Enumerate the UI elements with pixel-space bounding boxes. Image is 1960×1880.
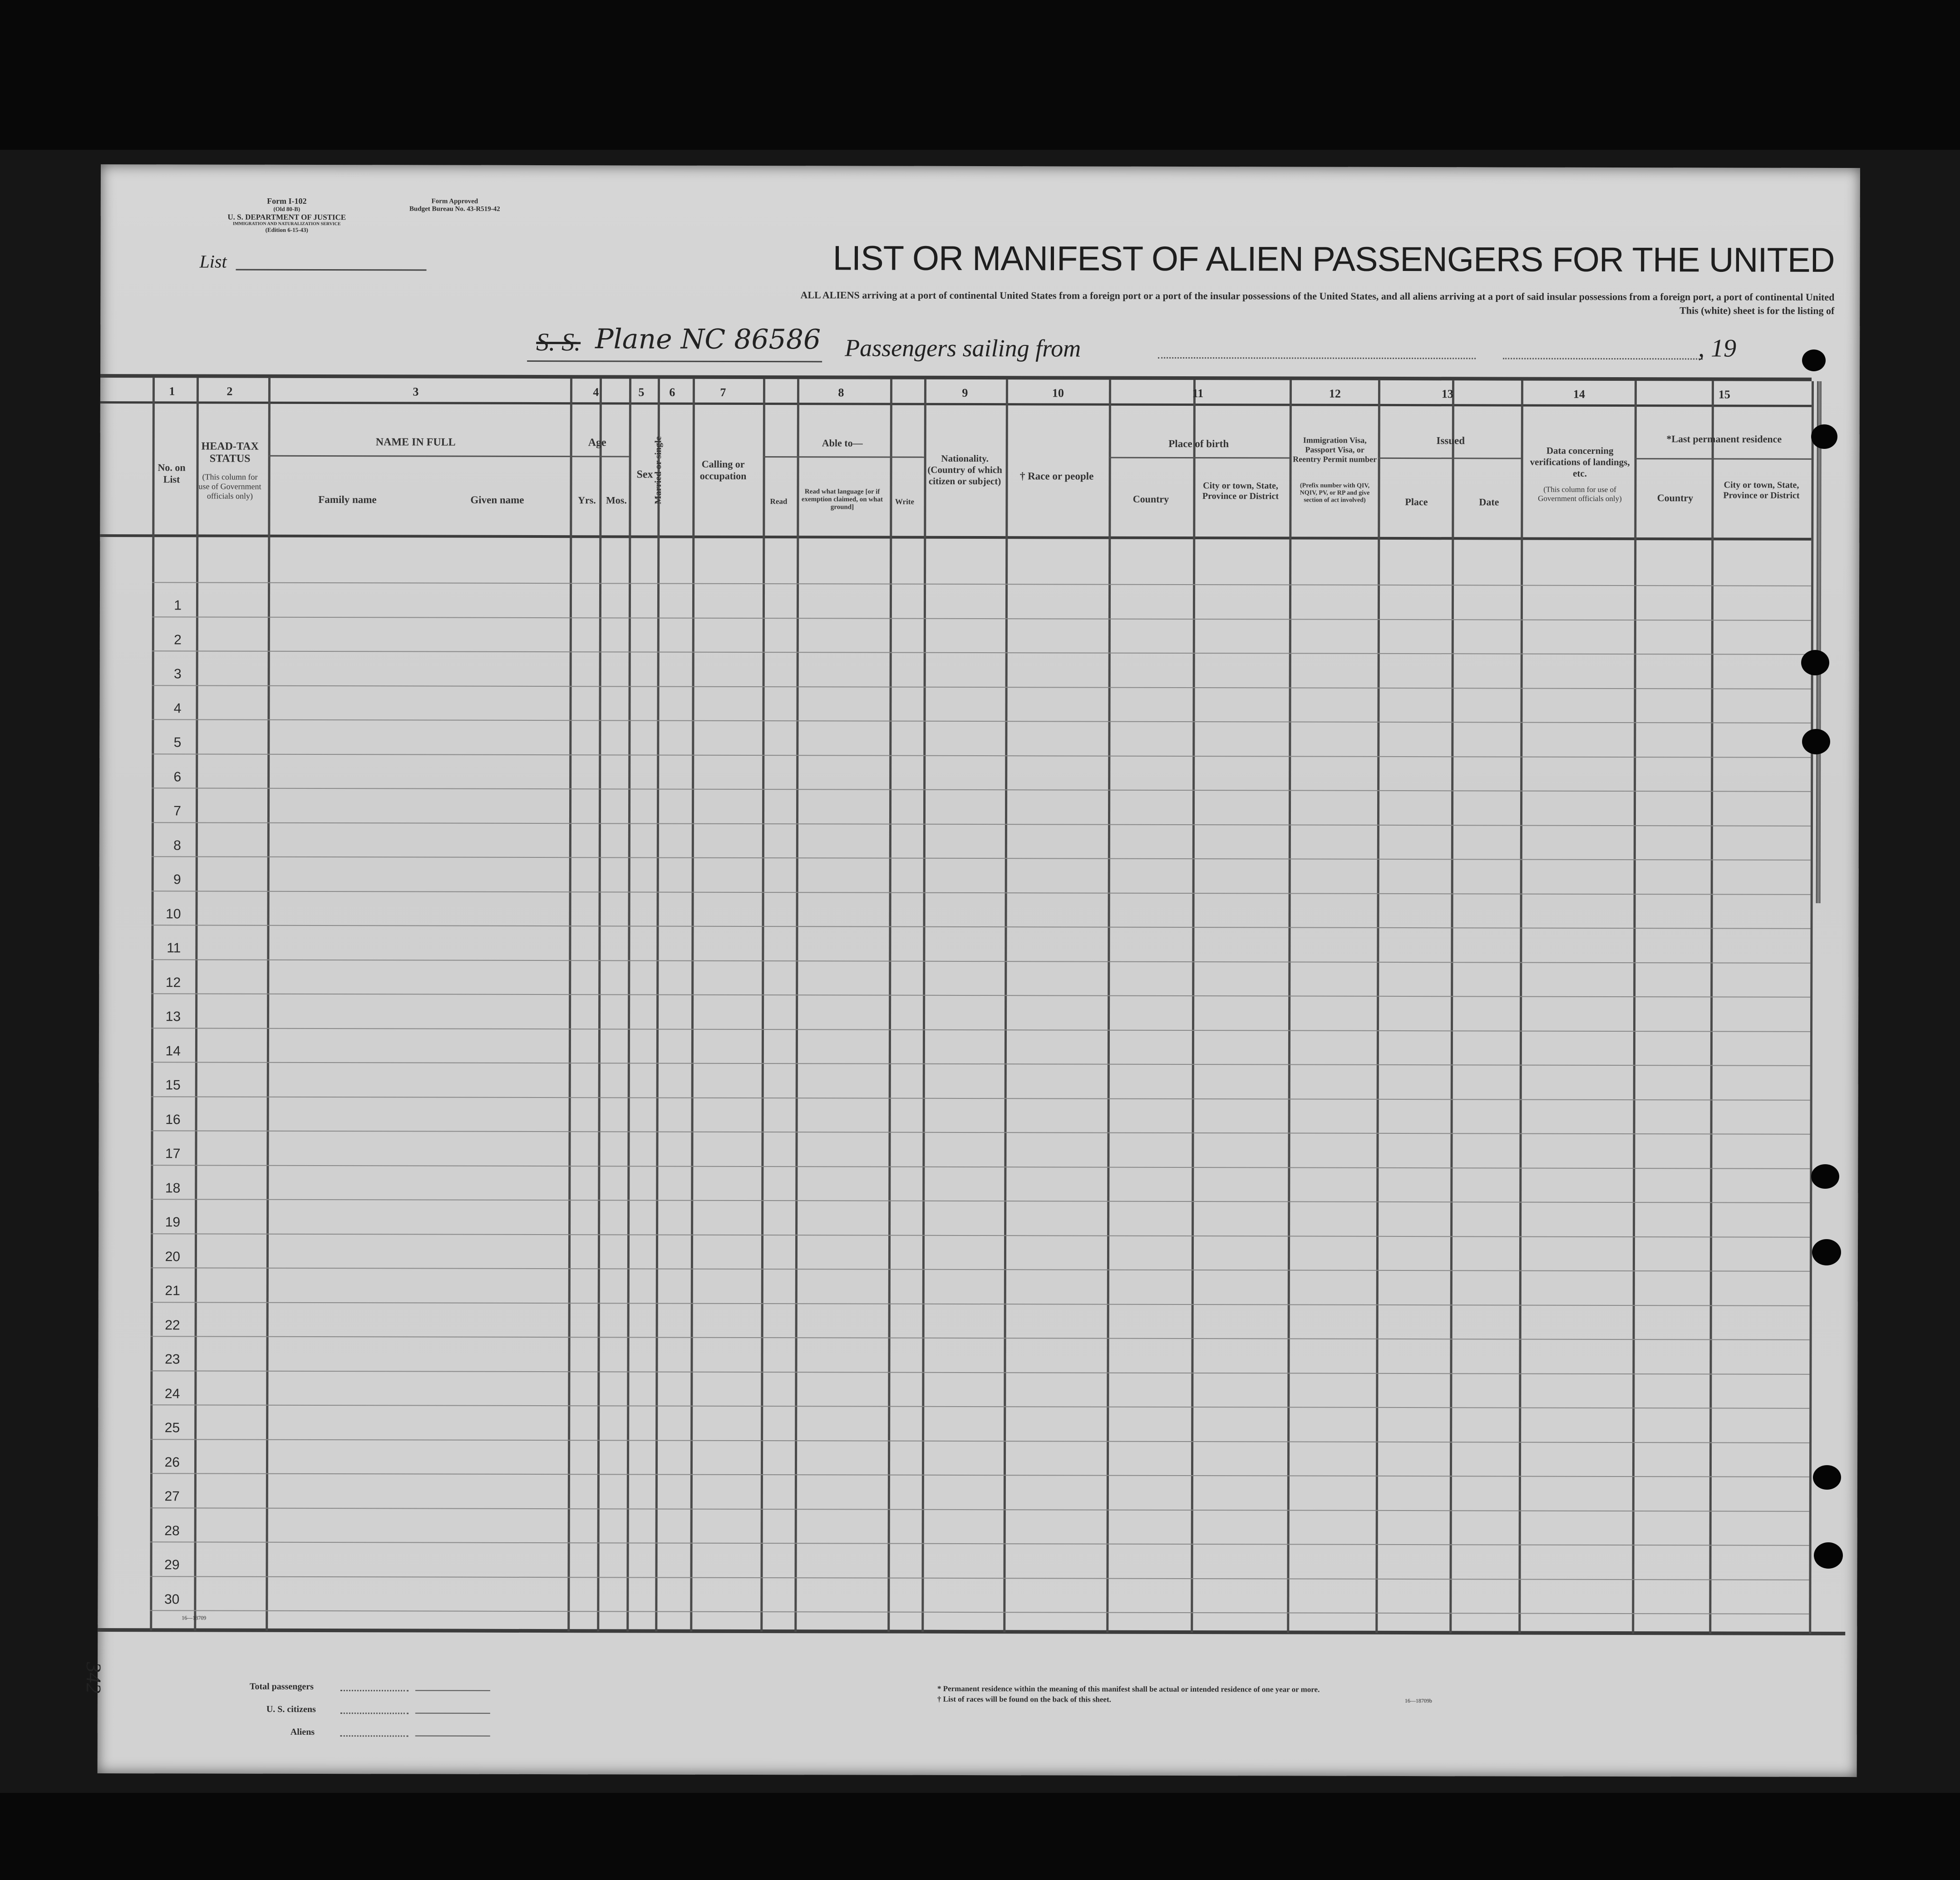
column-divider — [1632, 381, 1637, 1634]
head-no-on-list: No. on List — [158, 462, 186, 485]
footnote-code: 16—18709b — [1404, 1698, 1432, 1704]
head-issued-place: Place — [1405, 496, 1428, 508]
row-divider — [151, 993, 1810, 998]
punch-hole-1 — [1802, 349, 1826, 371]
colnum-9: 9 — [962, 386, 968, 400]
list-number-field[interactable] — [236, 269, 427, 271]
column-divider — [567, 379, 572, 1631]
colnum-4: 4 — [593, 385, 599, 399]
head-last-residence: *Last permanent residence — [1666, 433, 1782, 445]
head-able-to: Able to— — [822, 437, 863, 449]
column-divider — [887, 379, 892, 1632]
form-edition: (Edition 6-15-43) — [265, 226, 308, 233]
colnum-10: 10 — [1052, 386, 1064, 400]
column-divider — [690, 379, 695, 1632]
sailing-from-label: Passengers sailing from — [845, 334, 1081, 362]
row-divider — [152, 650, 1811, 655]
column-divider — [1709, 381, 1714, 1634]
table-top-rule — [100, 374, 1812, 381]
row-number: 24 — [164, 1386, 180, 1401]
aliens-field[interactable] — [415, 1735, 490, 1736]
punch-hole-5 — [1811, 1164, 1839, 1189]
head-write: Write — [895, 497, 915, 506]
column-divider — [1003, 379, 1008, 1632]
column-divider — [1449, 380, 1454, 1633]
head-given-name: Given name — [470, 494, 524, 506]
row-divider — [152, 891, 1811, 895]
row-number: 8 — [173, 837, 181, 853]
column-divider — [1287, 380, 1292, 1633]
row-divider — [152, 616, 1811, 621]
head-landing: Data concerning verifications of landings, etc. — [1530, 445, 1630, 479]
footnote-races: † List of races will be found on the back of this sheet. — [937, 1694, 1111, 1704]
form-approval — [387, 197, 523, 213]
form-old-number: (Old 80-B) — [273, 205, 300, 212]
scan-border-top — [0, 0, 1960, 150]
row-number: 11 — [167, 940, 181, 956]
punch-hole-7 — [1813, 1465, 1841, 1490]
column-divider — [597, 379, 602, 1631]
row-divider — [151, 1062, 1810, 1066]
head-family-name: Family name — [318, 494, 377, 506]
manifest-sheet — [82, 164, 1860, 1777]
row-number: 12 — [165, 974, 181, 990]
head-landing-note: (This column for use of Government officials only) — [1538, 485, 1622, 503]
row-number: 22 — [165, 1317, 180, 1333]
head-name-in-full: NAME IN FULL — [375, 436, 456, 448]
total-passengers-field[interactable] — [415, 1690, 490, 1691]
table-bottom-rule — [98, 1628, 1845, 1635]
row-number: 10 — [166, 906, 181, 921]
head-issued-date: Date — [1479, 496, 1499, 508]
head-read-language: Read what language [or if exemption claimed, on what ground] — [801, 488, 883, 511]
punch-hole-8 — [1814, 1542, 1843, 1569]
row-divider — [150, 1473, 1809, 1477]
total-passengers-label: Total passengers — [249, 1681, 314, 1692]
year-label: , 19 — [1698, 334, 1737, 363]
row-number: 14 — [165, 1043, 181, 1058]
subheader-divider — [763, 456, 924, 458]
row-divider — [150, 1507, 1809, 1512]
row-number: 1 — [174, 598, 182, 613]
row-divider — [150, 1370, 1809, 1375]
column-divider — [794, 379, 799, 1632]
row-divider — [151, 1096, 1810, 1101]
head-head-tax-note: (This column for use of Government officials only) — [198, 472, 261, 501]
row-number: 21 — [165, 1283, 180, 1299]
form-id-block — [219, 197, 355, 234]
head-place-of-birth: Place of birth — [1168, 438, 1229, 450]
aliens-dots — [340, 1735, 409, 1737]
row-number: 29 — [164, 1557, 180, 1573]
row-number: 7 — [173, 803, 182, 819]
row-number: 4 — [173, 700, 182, 716]
row-divider — [152, 719, 1811, 723]
sailing-date-field[interactable] — [1503, 358, 1703, 359]
row-number: 28 — [164, 1523, 180, 1538]
row-divider — [150, 1576, 1809, 1580]
row-divider — [152, 685, 1811, 689]
row-divider — [152, 753, 1811, 758]
row-divider — [152, 582, 1811, 586]
row-number: 20 — [165, 1249, 180, 1264]
row-number: 19 — [165, 1215, 181, 1230]
form-number: Form I-102 — [267, 196, 307, 206]
list-label: List — [199, 251, 227, 272]
form-service: IMMIGRATION AND NATURALIZATION SERVICE — [232, 221, 341, 227]
head-calling: Calling or occupation — [699, 458, 747, 482]
footnote-residence: * Permanent residence within the meaning of this manifest shall be actual or intended residence of one year or more. — [937, 1684, 1320, 1694]
head-sex: Sex — [636, 468, 653, 481]
row-number: 30 — [164, 1591, 180, 1607]
row-divider — [151, 1028, 1810, 1032]
row-divider — [152, 822, 1811, 827]
subheader-divider — [268, 455, 570, 457]
row-divider — [150, 1541, 1809, 1546]
row-divider — [151, 1199, 1810, 1203]
row-number: 9 — [173, 872, 181, 887]
punch-hole-2 — [1811, 424, 1837, 449]
margin-note: 342 — [82, 1662, 106, 1694]
column-divider — [1106, 380, 1111, 1633]
colnum-11: 11 — [1192, 387, 1204, 400]
column-divider — [1191, 380, 1196, 1633]
head-birth-city: City or town, State, Province or District — [1202, 481, 1279, 502]
colnum-14: 14 — [1573, 387, 1585, 401]
ss-underline — [527, 360, 822, 362]
head-residence-city: City or town, State, Province or District — [1723, 480, 1800, 501]
row-number: 6 — [173, 769, 182, 784]
head-race: † Race or people — [1019, 470, 1094, 482]
column-divider — [1518, 381, 1523, 1634]
colnum-7: 7 — [720, 385, 726, 399]
colnum-8: 8 — [838, 386, 844, 399]
head-read: Read — [770, 497, 788, 506]
head-yrs: Yrs. — [578, 494, 596, 506]
head-visa: Immigration Visa, Passport Visa, or Reentry Permit number — [1293, 435, 1377, 464]
row-divider — [152, 856, 1811, 861]
form-department: U. S. DEPARTMENT OF JUSTICE — [227, 212, 346, 221]
scan-border-bottom — [0, 1793, 1960, 1880]
subheader-divider — [1109, 457, 1290, 459]
punch-hole-6 — [1812, 1239, 1841, 1265]
row-number: 15 — [165, 1078, 181, 1093]
aliens-label: Aliens — [290, 1727, 315, 1737]
head-issued: Issued — [1436, 435, 1465, 447]
head-birth-country: Country — [1133, 493, 1169, 505]
row-number: 27 — [164, 1489, 180, 1504]
head-married: Married or single — [653, 436, 664, 504]
row-number: 5 — [173, 735, 182, 750]
row-divider — [151, 1233, 1810, 1238]
column-dividers — [101, 164, 1860, 168]
head-nationality: Nationality. (Country of which citizen or subject) — [927, 453, 1002, 487]
colnum-13: 13 — [1441, 387, 1453, 401]
row-number: 25 — [164, 1420, 180, 1436]
punch-hole-4 — [1802, 729, 1830, 754]
row-number: 23 — [165, 1352, 180, 1367]
column-divider — [626, 379, 631, 1631]
header-bottom-rule — [100, 534, 1811, 541]
row-divider — [151, 1130, 1810, 1135]
ss-vessel-handwritten[interactable]: Plane NC 86586 — [595, 323, 821, 356]
row-number: 26 — [164, 1454, 180, 1470]
colnum-6: 6 — [669, 385, 675, 399]
row-number: 17 — [165, 1146, 181, 1161]
column-divider — [150, 378, 155, 1630]
row-number: 2 — [174, 632, 182, 647]
form-budget: Budget Bureau No. 43-R519-42 — [409, 205, 500, 213]
manifest-title: LIST OR MANIFEST OF ALIEN PASSENGERS FOR THE UNITED — [832, 239, 1835, 280]
us-citizens-label: U. S. citizens — [266, 1704, 316, 1714]
colnum-2: 2 — [227, 384, 233, 398]
subheader-divider — [1378, 458, 1521, 459]
row-divider — [151, 959, 1810, 964]
column-divider — [760, 379, 765, 1632]
column-divider — [655, 379, 660, 1632]
row-divider — [151, 1336, 1810, 1340]
row-divider — [152, 787, 1811, 792]
punch-hole-3 — [1801, 650, 1829, 675]
subheader-divider — [1635, 458, 1812, 460]
head-visa-note: (Prefix number with QIV, NQIV, PV, or RP and give section of act involved) — [1300, 482, 1370, 504]
form-approved: Form Approved — [431, 197, 478, 205]
colnum-15: 15 — [1718, 388, 1730, 401]
row-divider — [151, 1302, 1810, 1306]
row-divider — [150, 1610, 1809, 1614]
column-divider — [921, 379, 926, 1632]
colnum-3: 3 — [413, 385, 419, 399]
manifest-subtitle: ALL ALIENS arriving at a port of continental United States from a foreign port or a port of the insular possessions of the United States, and all aliens arriving at a port of said insular possessions from a foreign port, a port of continental United — [800, 289, 1835, 303]
row-number: 13 — [165, 1009, 181, 1024]
column-divider — [266, 378, 271, 1631]
colnum-12: 12 — [1329, 387, 1341, 400]
column-divider — [194, 378, 199, 1630]
head-mos: Mos. — [606, 494, 627, 506]
row-divider — [151, 1267, 1810, 1272]
row-number: 3 — [173, 666, 182, 682]
manifest-subtitle-2: This (white) sheet is for the listing of — [1679, 305, 1835, 316]
head-age: Age — [588, 437, 606, 449]
print-code: 16—18709 — [182, 1614, 207, 1621]
ss-label: S. S. — [536, 328, 581, 357]
colnum-1: 1 — [169, 384, 175, 398]
sailing-from-field[interactable] — [1158, 357, 1476, 359]
column-divider — [1375, 380, 1380, 1633]
subheader-divider — [570, 456, 629, 457]
row-divider — [151, 1165, 1810, 1169]
colnum-5: 5 — [638, 385, 645, 399]
row-number: 18 — [165, 1180, 181, 1196]
head-head-tax: HEAD-TAX STATUS — [201, 440, 259, 465]
column-number-rule — [100, 401, 1812, 407]
row-divider — [151, 925, 1810, 929]
row-number: 16 — [165, 1112, 181, 1127]
row-divider — [150, 1439, 1809, 1443]
total-passengers-dots — [340, 1690, 409, 1691]
us-citizens-dots — [340, 1713, 409, 1714]
column-divider — [1809, 381, 1814, 1634]
row-dividers — [101, 164, 1860, 168]
binding-crease — [1816, 381, 1822, 903]
head-residence-country: Country — [1657, 492, 1694, 504]
row-divider — [150, 1404, 1809, 1409]
